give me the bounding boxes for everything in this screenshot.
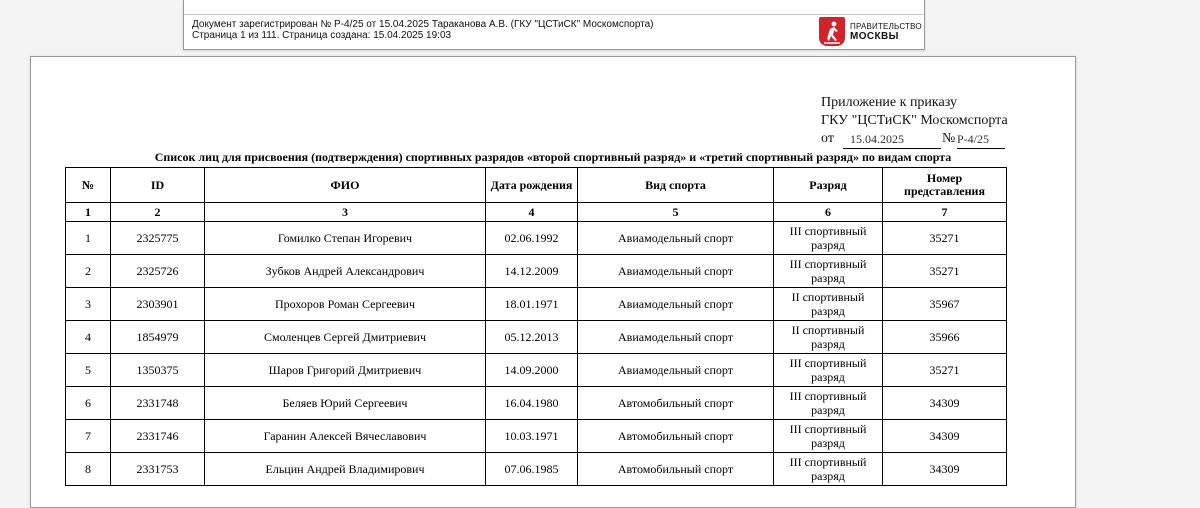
annex-header	[821, 94, 1008, 148]
table-row	[66, 387, 1007, 420]
rank-cell: III спортивный разряд	[774, 354, 883, 387]
rank-cell: III спортивный разряд	[774, 222, 883, 255]
birth-date-cell: 14.12.2009	[486, 255, 578, 288]
submission-number-cell: 35271	[883, 354, 1007, 387]
birth-date-cell: 16.04.1980	[486, 387, 578, 420]
header-birth-date: Дата рождения	[486, 168, 578, 203]
column-index: 6	[774, 203, 883, 222]
id-cell: 2331753	[111, 453, 205, 486]
header-submission-number: Номер представления	[883, 168, 1007, 203]
row-number-cell: 2	[66, 255, 111, 288]
sport-cell: Автомобильный спорт	[578, 387, 774, 420]
sport-cell: Авиамодельный спорт	[578, 255, 774, 288]
birth-date-cell: 07.06.1985	[486, 453, 578, 486]
id-cell: 2325726	[111, 255, 205, 288]
column-index: 2	[111, 203, 205, 222]
row-number-cell: 8	[66, 453, 111, 486]
row-number-cell: 3	[66, 288, 111, 321]
submission-number-cell: 34309	[883, 420, 1007, 453]
logo-wordmark: ПРАВИТЕЛЬСТВО МОСКВЫ	[850, 22, 922, 42]
submission-number-cell: 34309	[883, 453, 1007, 486]
table-row	[66, 222, 1007, 255]
row-number-cell: 1	[66, 222, 111, 255]
row-number-cell: 5	[66, 354, 111, 387]
stamp-line-registration: Документ зарегистрирован № Р-4/25 от 15.04.2025 Тараканова А.В. (ГКУ "ЦСТиСК" Москомспорта)	[192, 19, 654, 30]
sport-cell: Авиамодельный спорт	[578, 354, 774, 387]
column-index: 4	[486, 203, 578, 222]
full-name-cell: Шаров Григорий Дмитриевич	[205, 354, 486, 387]
id-cell: 2331748	[111, 387, 205, 420]
id-cell: 2331746	[111, 420, 205, 453]
header-id: ID	[111, 168, 205, 203]
order-date: 15.04.2025	[843, 130, 941, 149]
rank-cell: III спортивный разряд	[774, 453, 883, 486]
document-page	[30, 56, 1076, 508]
submission-number-cell: 34309	[883, 387, 1007, 420]
table-row	[66, 255, 1007, 288]
sport-cell: Автомобильный спорт	[578, 420, 774, 453]
annex-order-details	[821, 130, 1008, 148]
birth-date-cell: 02.06.1992	[486, 222, 578, 255]
birth-date-cell: 14.09.2000	[486, 354, 578, 387]
birth-date-cell: 18.01.1971	[486, 288, 578, 321]
full-name-cell: Зубков Андрей Александрович	[205, 255, 486, 288]
full-name-cell: Беляев Юрий Сергеевич	[205, 387, 486, 420]
row-number-cell: 7	[66, 420, 111, 453]
submission-number-cell: 35271	[883, 255, 1007, 288]
order-date-label: от	[821, 131, 834, 146]
rank-cell: III спортивный разряд	[774, 255, 883, 288]
header-rank: Разряд	[774, 168, 883, 203]
table-header-row	[66, 168, 1007, 203]
row-number-cell: 6	[66, 387, 111, 420]
header-number: №	[66, 168, 111, 203]
table-row	[66, 420, 1007, 453]
order-number: Р-4/25	[957, 130, 1005, 149]
rank-cell: III спортивный разряд	[774, 420, 883, 453]
moscow-emblem-icon	[819, 17, 845, 46]
sport-cell: Авиамодельный спорт	[578, 222, 774, 255]
registration-stamp-page	[183, 0, 925, 50]
birth-date-cell: 05.12.2013	[486, 321, 578, 354]
header-full-name: ФИО	[205, 168, 486, 203]
annex-organization: ГКУ "ЦСТиСК" Москомспорта	[821, 113, 1008, 128]
id-cell: 2325775	[111, 222, 205, 255]
rank-cell: II спортивный разряд	[774, 288, 883, 321]
birth-date-cell: 10.03.1971	[486, 420, 578, 453]
column-index: 1	[66, 203, 111, 222]
column-index: 3	[205, 203, 486, 222]
full-name-cell: Смоленцев Сергей Дмитриевич	[205, 321, 486, 354]
full-name-cell: Гомилко Степан Игоревич	[205, 222, 486, 255]
full-name-cell: Прохоров Роман Сергеевич	[205, 288, 486, 321]
stamp-line-page-info: Страница 1 из 111. Страница создана: 15.04.2025 19:03	[192, 30, 452, 41]
full-name-cell: Гаранин Алексей Вячеславович	[205, 420, 486, 453]
submission-number-cell: 35271	[883, 222, 1007, 255]
list-title: Список лиц для присвоения (подтверждения) спортивных разрядов «второй спортивный разряд» и «третий спортивный разряд» по видам спорта	[154, 150, 952, 164]
table-row	[66, 321, 1007, 354]
table-row	[66, 354, 1007, 387]
sport-cell: Авиамодельный спорт	[578, 321, 774, 354]
column-number-row	[66, 203, 1007, 222]
column-index: 7	[883, 203, 1007, 222]
id-cell: 1350375	[111, 354, 205, 387]
sport-cell: Автомобильный спорт	[578, 453, 774, 486]
registration-stamp	[192, 19, 654, 41]
annex-title: Приложение к приказу	[821, 95, 957, 110]
submission-number-cell: 35967	[883, 288, 1007, 321]
header-sport: Вид спорта	[578, 168, 774, 203]
rank-cell: III спортивный разряд	[774, 387, 883, 420]
rank-cell: II спортивный разряд	[774, 321, 883, 354]
table-row	[66, 288, 1007, 321]
submission-number-cell: 35966	[883, 321, 1007, 354]
column-index: 5	[578, 203, 774, 222]
full-name-cell: Ельцин Андрей Владимирович	[205, 453, 486, 486]
row-number-cell: 4	[66, 321, 111, 354]
table-row	[66, 453, 1007, 486]
stamp-divider	[184, 14, 924, 15]
moscow-government-logo	[819, 17, 922, 47]
order-number-label: №	[942, 131, 956, 146]
id-cell: 1854979	[111, 321, 205, 354]
id-cell: 2303901	[111, 288, 205, 321]
sport-cell: Авиамодельный спорт	[578, 288, 774, 321]
athletes-table	[65, 167, 1007, 486]
